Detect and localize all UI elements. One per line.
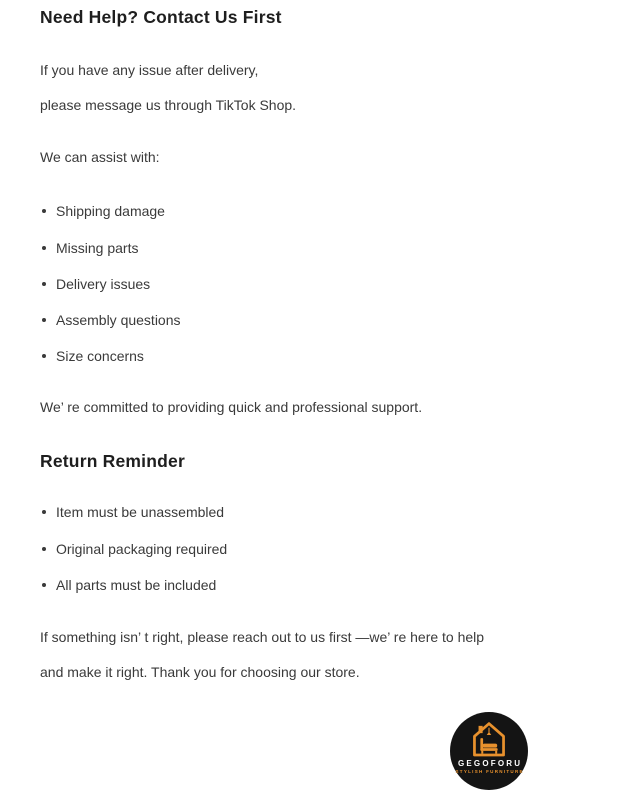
house-bed-icon xyxy=(469,721,509,758)
store-logo xyxy=(450,712,528,790)
logo-tagline-text: STYLISH FURNITURE xyxy=(455,769,524,774)
bullet-icon xyxy=(42,547,46,551)
assist-item-shipping-damage xyxy=(42,202,165,220)
logo-brand-text: GEGOFORU xyxy=(457,759,523,768)
bullet-icon xyxy=(42,354,46,358)
bullet-icon xyxy=(42,583,46,587)
bullet-icon xyxy=(42,510,46,514)
assist-item-label: Assembly questions xyxy=(56,312,181,328)
return-item-unassembled xyxy=(42,503,224,521)
bullet-icon xyxy=(42,209,46,213)
assist-label: We can assist with: xyxy=(40,149,160,165)
return-item-label: All parts must be included xyxy=(56,577,217,593)
assist-item-label: Delivery issues xyxy=(56,276,151,292)
intro-line-1: If you have any issue after delivery, xyxy=(40,62,259,78)
intro-line-2: please message us through TikTok Shop. xyxy=(40,97,297,113)
closing-line-1: If something isn’ t right, please reach out to us first —we’ re here to help xyxy=(40,629,485,645)
closing-line-2: and make it right. Thank you for choosing our store. xyxy=(40,664,360,680)
assist-item-label: Shipping damage xyxy=(56,203,165,219)
assist-item-delivery-issues xyxy=(42,275,150,293)
bullet-icon xyxy=(42,318,46,322)
assist-item-label: Missing parts xyxy=(56,240,139,256)
bullet-icon xyxy=(42,282,46,286)
assist-item-label: Size concerns xyxy=(56,348,144,364)
assist-item-assembly-questions xyxy=(42,311,181,329)
return-item-label: Original packaging required xyxy=(56,541,228,557)
return-item-label: Item must be unassembled xyxy=(56,504,225,520)
commitment-line: We’ re committed to providing quick and professional support. xyxy=(40,399,423,415)
return-item-all-parts xyxy=(42,576,216,594)
help-section-heading: Need Help? Contact Us First xyxy=(40,7,282,27)
assist-item-size-concerns xyxy=(42,347,144,365)
bullet-icon xyxy=(42,246,46,250)
assist-item-missing-parts xyxy=(42,239,138,257)
return-section-heading: Return Reminder xyxy=(40,451,185,471)
return-item-packaging xyxy=(42,540,227,558)
